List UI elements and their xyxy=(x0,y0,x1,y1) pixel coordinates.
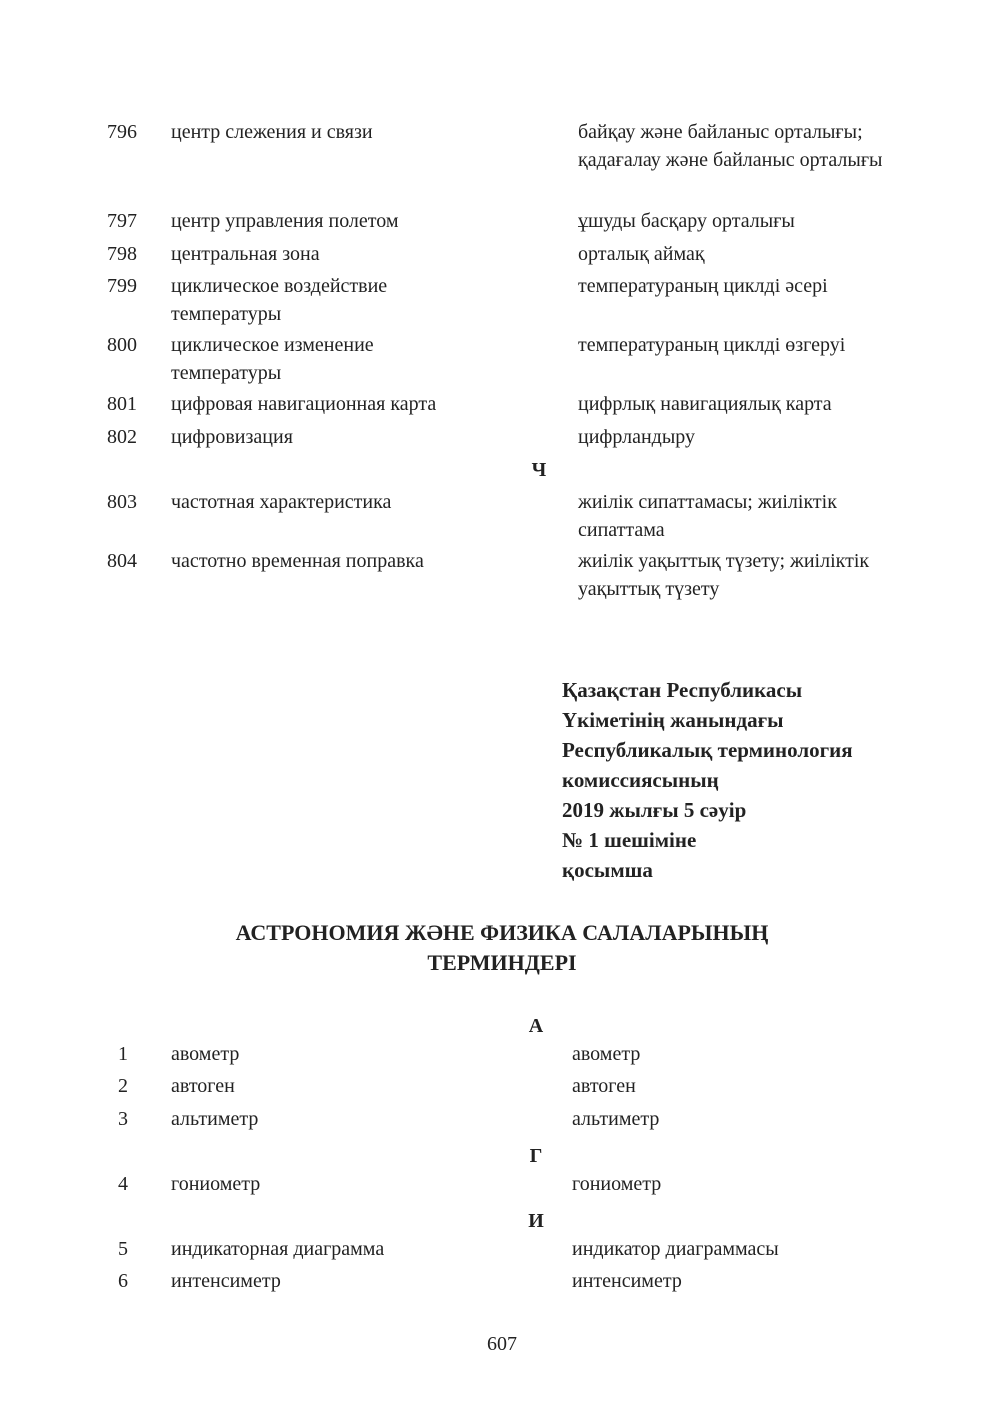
section-title-line: ТЕРМИНДЕРІ xyxy=(427,950,577,975)
term-kazakh: индикатор диаграммасы xyxy=(572,1238,779,1260)
term-russian: частотная характеристика xyxy=(171,491,392,513)
term-russian: цифровизация xyxy=(171,426,293,448)
term-number: 796 xyxy=(107,121,137,143)
term-number: 6 xyxy=(118,1270,128,1292)
approval-note-line: Қазақстан Республикасы xyxy=(562,678,803,702)
term-russian: автоген xyxy=(171,1075,235,1097)
page-number: 607 xyxy=(487,1333,517,1355)
term-number: 797 xyxy=(107,210,137,232)
term-kazakh: температураның циклді өзгеруі xyxy=(578,334,846,356)
term-russian: авометр xyxy=(171,1043,240,1065)
term-number: 4 xyxy=(118,1173,128,1195)
term-kazakh: автоген xyxy=(572,1075,636,1097)
term-number: 803 xyxy=(107,491,137,513)
term-number: 800 xyxy=(107,334,137,356)
term-kazakh: жиілік уақыттық түзету; жиіліктік уақыттық түзету xyxy=(578,550,870,600)
term-russian: интенсиметр xyxy=(171,1270,281,1292)
approval-note-line: № 1 шешіміне xyxy=(562,828,697,852)
term-kazakh: интенсиметр xyxy=(572,1270,682,1292)
term-russian: циклическое изменение температуры xyxy=(171,334,374,384)
term-kazakh: орталық аймақ xyxy=(578,243,705,265)
term-kazakh: байқау және байланыс орталығы; қадағалау және байланыс орталығы xyxy=(578,121,883,171)
term-russian: гониометр xyxy=(171,1173,261,1195)
approval-note-line: Үкіметінің жанындағы xyxy=(562,708,784,732)
term-kazakh: цифрлық навигациялық карта xyxy=(578,393,832,415)
term-kazakh: авометр xyxy=(572,1043,641,1065)
term-number: 801 xyxy=(107,393,137,415)
term-number: 5 xyxy=(118,1238,128,1260)
term-kazakh: цифрландыру xyxy=(578,426,696,448)
term-russian: центр слежения и связи xyxy=(171,121,373,143)
term-number: 799 xyxy=(107,275,137,297)
section-letter-g: Г xyxy=(529,1145,543,1167)
term-kazakh: температураның циклді әсері xyxy=(578,275,828,297)
term-russian: центр управления полетом xyxy=(171,210,399,232)
term-kazakh: гониометр xyxy=(572,1173,662,1195)
term-number: 798 xyxy=(107,243,137,265)
term-russian: индикаторная диаграмма xyxy=(171,1238,385,1260)
section-letter-ch: Ч xyxy=(531,459,547,481)
term-russian: частотно временная поправка xyxy=(171,550,424,572)
term-russian: центральная зона xyxy=(171,243,320,265)
term-number: 2 xyxy=(118,1075,128,1097)
term-russian: альтиметр xyxy=(171,1108,259,1130)
section-title xyxy=(0,918,1004,978)
approval-note-line: комиссиясының xyxy=(562,768,719,792)
term-kazakh: жиілік сипаттамасы; жиіліктік сипаттама xyxy=(578,491,837,541)
term-number: 3 xyxy=(118,1108,128,1130)
term-russian: циклическое воздействие температуры xyxy=(171,275,388,325)
approval-note-line: Республикалық терминология xyxy=(562,738,853,762)
section-letter-a: А xyxy=(528,1015,544,1037)
section-title-line: АСТРОНОМИЯ ЖӘНЕ ФИЗИКА САЛАЛАРЫНЫҢ xyxy=(235,920,769,945)
term-kazakh: ұшуды басқару орталығы xyxy=(578,210,795,232)
section-letter-i: И xyxy=(528,1210,544,1232)
term-kazakh: альтиметр xyxy=(572,1108,660,1130)
term-number: 802 xyxy=(107,426,137,448)
approval-note-line: 2019 жылғы 5 сәуір xyxy=(562,798,747,822)
term-russian: цифровая навигационная карта xyxy=(171,393,437,415)
term-number: 804 xyxy=(107,550,137,572)
approval-note xyxy=(562,675,982,885)
term-number: 1 xyxy=(118,1043,128,1065)
approval-note-line: қосымша xyxy=(562,858,653,882)
